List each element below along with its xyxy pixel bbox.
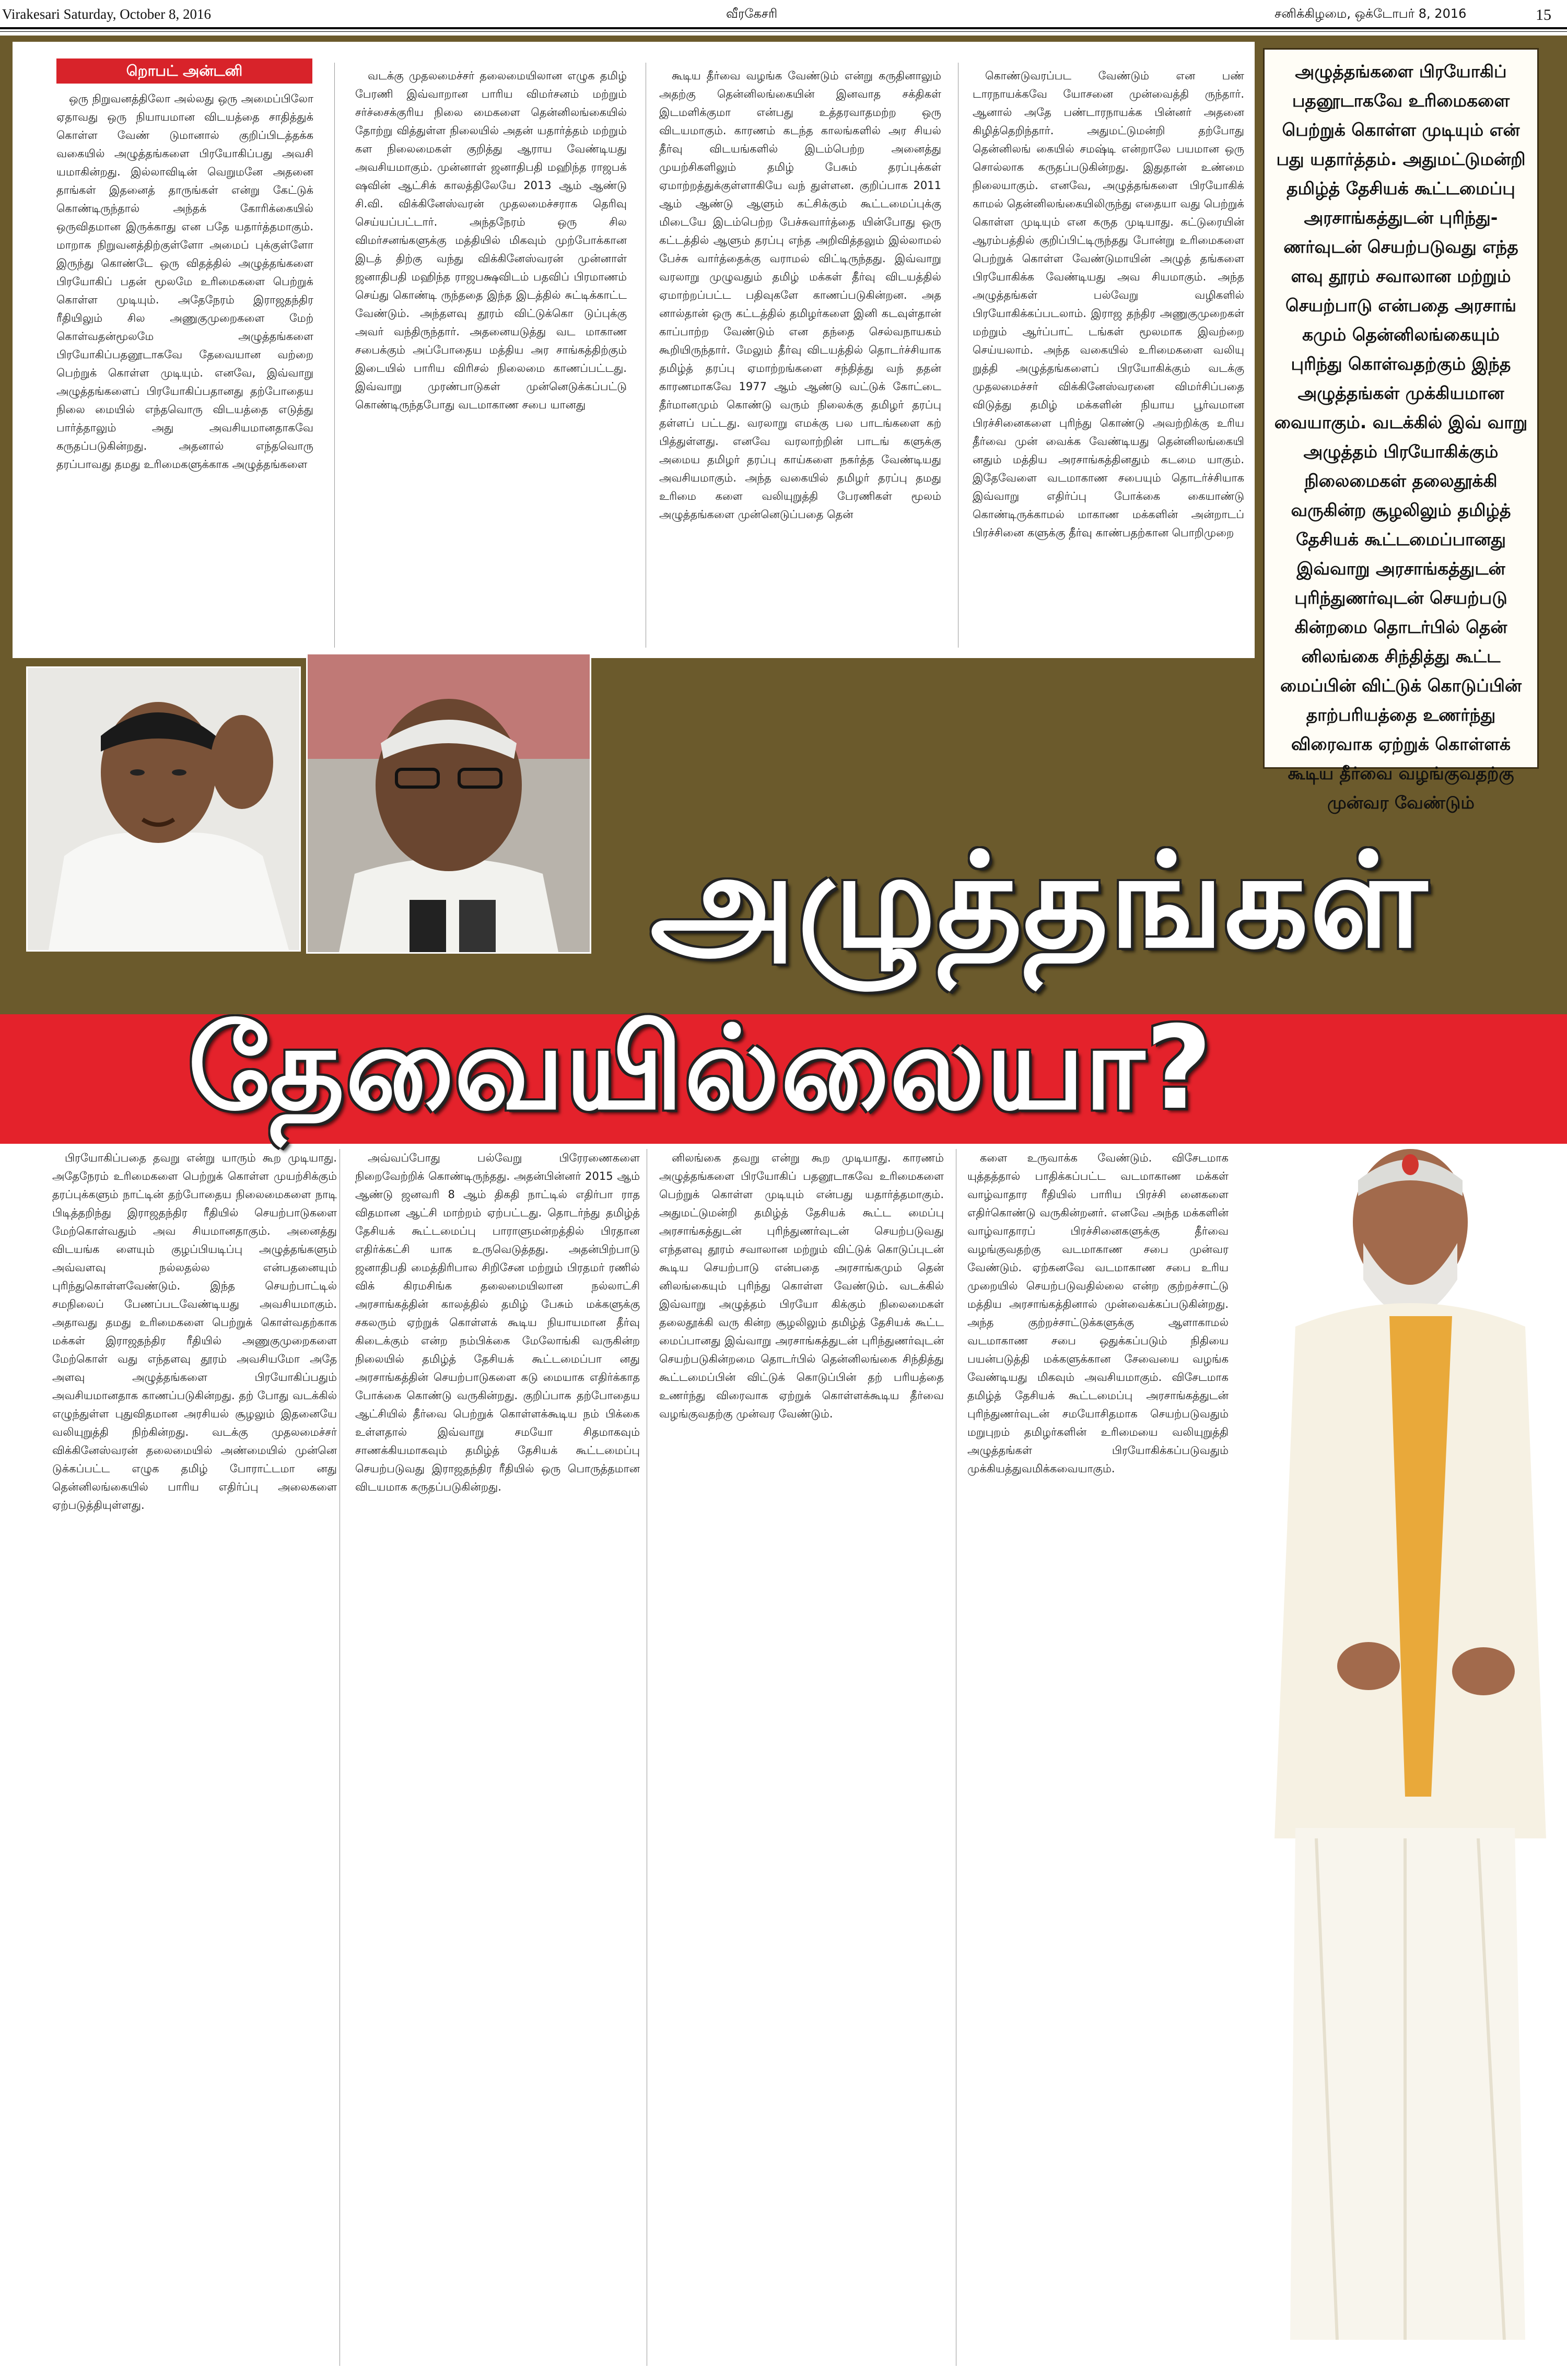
photo-president-figure	[28, 668, 299, 950]
pull-quote	[1263, 48, 1539, 813]
top-column-2-text: வடக்கு முதலமைச்சர் தலைமையிலான எழுக தமிழ் பேரணி இவ்வாறான பாரிய விமர்சனம் மற்றும் சர்ச்சைக்குரிய நிலை மைகளை தென்னிலங்கையில் தோற்று வித்துள்ள நிலையில் அதன் யதார்த்தம் மற்றும் கள நிலைமைகள் குறித்து ஆராய வேண்டியது அவசியமாகும். முன்னாள் ஜனாதிபதி மஹிந்த ராஜபக் ஷவின் ஆட்சிக் காலத்திலேயே 2013 ஆம் ஆண்டு சி.வி. விக்கினேஸ்வரன் முதலமைச்சராக தெரிவு செய்யப்பட்டார். அந்தநேரம் ஒரு சில விமர்சனங்களுக்கு மத்தியில் மிகவும் முற்போக்கான இடத் திற்கு வந்து விக்கினேஸ்வரன் முன்னாள் ஜனாதிபதி மஹிந்த ராஜபக்ஷவிடம் பதவிப் பிரமாணம் செய்து கொண்டி ருந்ததை இந்த இடத்தில் சுட்டிக்காட்ட வேண்டும். அந்தளவு தூரம் விட்டுக்கொ டுப்புக்கு அவர் வந்திருந்தார். அதனையடுத்து வட மாகாண சபைக்கும் அப்போதைய மத்திய அர சாங்கத்திற்கும் இடையில் பாரிய விரிசல் நிலைமை காணப்பட்டது. இவ்வாறு முரண்பாடுகள் முன்னெடுக்கப்பட்டு கொண்டிருந்தபோது வடமாகாண சபை யானது	[355, 69, 627, 411]
headline-line-1: அழுத்தங்கள்	[650, 825, 1429, 977]
photo-chief-minister-figure	[1233, 1107, 1567, 2340]
masthead-rule	[0, 27, 1567, 29]
masthead-center-folio: வீரகேசரி	[726, 6, 778, 21]
bottom-column-4	[967, 1149, 1229, 2366]
photo-opposition-leader-figure	[308, 654, 590, 952]
top-column-1	[56, 90, 313, 654]
top-column-2	[355, 67, 627, 654]
photo-opposition-leader	[306, 653, 591, 954]
masthead-right-folio: சனிக்கிழமை, ஒக்டோபர் 8, 2016	[1274, 6, 1467, 21]
top-column-1-text: ஒரு நிறுவனத்திலோ அல்லது ஒரு அமைப்பிலோ ஏதாவது ஒரு நியாயமான விடயத்தை சாதித்துக் கொள்ள வேண் டுமானால் குறிப்பிடத்தக்க வகையில் அழுத்தங்களை பிரயோகிப்பது அவசி யமாகின்றது. இல்லாவிடின் வெறுமனே அதனை தாங்கள் இதனைத் தாருங்கள் என்று கேட்டுக் கொண்டிருந்தால் அந்தக் கோரிக்கையில் ஒருவிதமான இருக்காது என பதே யதார்த்தமாகும். மாறாக நிறுவனத்திற்குள்ளோ அமைப் புக்குள்ளோ இருந்து கொண்டே ஒரு விதத்தில் அழுத்தங்களை பிரயோகிப் பதன் மூலமே உரிமைகளை பெற்றுக் கொள்ள முடியும். அதேநேரம் இராஜதந்திர ரீதியிலும் சில அணுகுமுறைகளை மேற் கொள்வதன்மூலமே அழுத்தங்களை பிரயோகிப்பதனூடாகவே தேவையான வற்றை பெற்றுக் கொள்ள முடியும். எனவே, இவ்வாறு அழுத்தங்களைப் பிரயோகிப்பதானது தற்போதைய நிலை மையில் எந்தவொரு விடயத்தை எடுத்து பார்த்தாலும் அது அவசியமானதாகவே கருதப்படுகின்றது. அதனால் எந்தவொரு தரப்பாவது தமது உரிமைகளுக்காக அழுத்தங்களை	[56, 92, 313, 471]
bottom-column-1-text: பிரயோகிப்பதை தவறு என்று யாரும் கூற முடியாது. அதேநேரம் உரிமைகளை பெற்றுக் கொள்ள முயற்சிக்கும் தரப்புக்களும் நாட்டின் தற்போதைய நிலைமைகளை நாடி பிடித்தறிந்து இராஜதந்திர ரீதியில் செயற்பாடுகளை மேற்கொள்வதும் அவ சியமானதாகும். அனைத்து விடயங்க ளையும் குழப்பியடிப்பு அழுத்தங்களும் அவ்வளவு நல்லதல்ல என்பதனையும் புரிந்துகொள்ளவேண்டும். இந்த செயற்பாட்டில் சமநிலைப் பேணப்படவேண்டியது அவசியமாகும். அதாவது தமது உரிமைகளை பெற்றுக் கொள்வதற்காக மக்கள் இராஜதந்திர ரீதியில் அணுகுமுறைகளை மேற்கொள் வது எந்தளவு தூரம் அவசியமோ அதே அளவு அழுத்தங்களை பிரயோகிப்பதும் அவசியமானதாக காணப்படுகின்றது. தற் போது வடக்கில் எழுந்துள்ள புதுவிதமான அரசியல் சூழலும் இதனையே வலியுறுத்தி நிற்கின்றது. வடக்கு முதலமைச்சர் விக்கினேஸ்வரன் தலைமையில் அண்மையில் முன்னெ டுக்கப்பட்ட எழுக தமிழ் போராட்டமா னது தென்னிலங்கையில் பாரிய எதிர்ப்பு அலைகளை ஏற்படுத்தியுள்ளது.	[52, 1152, 337, 1511]
top-column-3-text: கூடிய தீர்வை வழங்க வேண்டும் என்று கருதினாலும் அதற்கு தென்னிலங்கையின் இனவாத சக்திகள் இடமளிக்குமா என்பது உத்தரவாதமற்ற ஒரு விடயமாகும். காரணம் கடந்த காலங்களில் அர சியல் தீர்வு விடயங்களில் இடம்பெற்ற அனைத்து முயற்சிகளிலும் தமிழ் பேசும் தரப்புக்கள் ஏமாற்றத்துக்குள்ளாகியே வந் துள்ளன. குறிப்பாக 2011 ஆம் ஆண்டு ஆளும் கட்சிக்கும் கூட்டமைப்புக்கு மிடையே இடம்பெற்ற பேச்சுவார்த்தை யின்போது ஒரு கட்டத்தில் ஆளும் தரப்பு எந்த அறிவித்தலும் இல்லாமல் பேச்சு வார்த்தைக்கு வராமல் விட்டிருந்தது. இவ்வாறு வரலாறு முழுவதும் தமிழ் மக்கள் தீர்வு விடயத்தில் ஏமாற்றப்பட்ட பதிவுகளே காணப்படுகின்றன. அத னால்தான் ஒரு கட்டத்தில் தமிழர்களை இனி கடவுள்தான் காப்பாற்ற வேண்டும் என தந்தை செல்வநாயகம் கூறியிருந்தார். மேலும் தீர்வு விடயத்தில் தொடர்ச்சியாக தமிழ்த் தரப்பு ஏமாற்றங்களை சந்தித்து வந் ததன் காரணமாகவே 1977 ஆம் ஆண்டு வட்டுக் கோட்டை தீர்மானமும் கொண்டு வரும் நிலைக்கு தமிழர் தரப்பு தள்ளப் பட்டது. வரலாறு எமக்கு பல பாடங்களை கற் பித்துள்ளது. எனவே வரலாற்றின் பாடங் களுக்கு அமைய தமிழர் தரப்பு காய்களை நகர்த்த வேண்டியது அவசியமாகும். அந்த வகையில் தமிழர் தரப்பு தமது உரிமை களை வலியுறுத்தி பேரணிகள் மூலம் அழுத்தங்களை முன்னெடுப்பதை தென்	[659, 69, 941, 521]
bottom-column-3	[659, 1149, 944, 2366]
headline-line-2: தேவையில்லையா?	[188, 1001, 1213, 1135]
byline: றொபட் அன்டனி	[56, 58, 312, 84]
pull-quote-text: அழுத்தங்களை பிரயோகிப் பதனூடாகவே உரிமைகளை பெற்றுக் கொள்ள முடியும் என் பது யதார்த்தம். அதுமட்டுமன்றி தமிழ்த் தேசியக் கூட்டமைப்பு அரசாங்கத்துடன் புரிந்து- ணர்வுடன் செயற்படுவது எந்த ளவு தூரம் சவாலான மற்றும் செயற்பாடு என்பதை அரசாங் கமும் தென்னிலங்கையும் புரிந்து கொள்வதற்கும் இந்த அழுத்தங்கள் முக்கியமான வையாகும். வடக்கில் இவ் வாறு அழுத்தம் பிரயோகிக்கும் நிலைமைகள் தலைதூக்கி வருகின்ற சூழலிலும் தமிழ்த் தேசியக் கூட்டமைப்பானது இவ்வாறு அரசாங்கத்துடன் புரிந்துணர்வுடன் செயற்படு கின்றமை தொடர்பில் தென் னிலங்கை சிந்தித்து கூட்ட மைப்பின் விட்டுக் கொடுப்பின் தாற்பரியத்தை உணர்ந்து விரைவாக ஏற்றுக் கொள்ளக் கூடிய தீர்வை வழங்குவதற்கு முன்வர வேண்டும்	[1274, 61, 1528, 813]
column-rule	[334, 63, 335, 648]
bottom-column-1	[52, 1149, 337, 2366]
bottom-column-4-text: களை உருவாக்க வேண்டும். விசேடமாக யுத்தத்தால் பாதிக்கப்பட்ட வடமாகாண மக்கள் வாழ்வாதார ரீதியில் பாரிய பிரச்சி னைகளை எதிர்கொண்டு வருகின்றனர். எனவே அந்த மக்களின் வாழ்வாதாரப் பிரச்சினைகளுக்கு தீர்வை வழங்குவதற்கு வடமாகாண சபை முன்வர வேண்டும். ஏற்கனவே வடமாகாண சபை உரிய முறையில் செயற்படுவதில்லை என்ற குற்றச்சாட்டு மத்திய அரசாங்கத்தினால் முன்வைக்கப்படுகின்றது. அந்த குற்றச்சாட்டுக்களுக்கு ஆளாகாமல் வடமாகாண சபை ஒதுக்கப்படும் நிதியை பயன்படுத்தி மக்களுக்கான சேவையை வழங்க வேண்டியது மிகவும் அவசியமாகும். விசேடமாக தமிழ்த் தேசியக் கூட்டமைப்பு அரசாங்கத்துடன் புரிந்துணர்வுடன் சமயோசிதமாக செயற்படுவதும் மறுபுறம் தமிழர்களின் உரிமையை வலியுறுத்தி அழுத்தங்கள் பிரயோகிக்கப்படுவதும் முக்கியத்துவமிக்கவையாகும்.	[967, 1152, 1229, 1475]
photo-president	[26, 666, 301, 952]
masthead-left-folio: Virakesari Saturday, October 8, 2016	[2, 6, 212, 22]
masthead-rule-thin	[0, 31, 1567, 32]
page-number: 15	[1536, 6, 1551, 24]
photo-chief-minister	[1233, 1107, 1567, 2340]
bottom-column-2-text: அவ்வப்போது பல்வேறு பிரேரணைகளை நிறைவேற்றிக் கொண்டிருந்தது. அதன்பின்னர் 2015 ஆம் ஆண்டு ஜனவரி 8 ஆம் திகதி நாட்டில் எதிர்பா ராத விதமான ஆட்சி மாற்றம் ஏற்பட்டது. தொடர்ந்து தமிழ்த் தேசியக் கூட்டமைப்பு பாராளுமன்றத்தில் பிரதான எதிர்க்கட்சி யாக உருவெடுத்தது. அதன்பிற்பாடு ஜனாதிபதி மைத்திரிபால சிறிசேன மற்றும் பிரதமர் ரணில் விக் கிரமசிங்க தலைமையிலான நல்லாட்சி அரசாங்கத்தின் காலத்தில் தமிழ் பேசும் மக்களுக்கு சகலரும் ஏற்றுக் கொள்ளக் கூடிய நியாயமான தீர்வு கிடைக்கும் என்ற நம்பிக்கை மேலோங்கி வருகின்ற நிலையில் தமிழ்த் தேசியக் கூட்டமைப்பா னது அரசாங்கத்தின் செயற்பாடுகளை கடு மையாக எதிர்க்காத போக்கை கொண்டு வருகின்றது. குறிப்பாக தற்போதைய ஆட்சியில் தீர்வை பெற்றுக் கொள்ளக்கூடிய நம் பிக்கை உள்ளதால் இவ்வாறு சமயோ சிதமாகவும் சாணக்கியமாகவும் தமிழ்த் தேசியக் கூட்டமைப்பு செயற்படுவது இராஜதந்திர ரீதியில் ஒரு பொருத்தமான விடயமாக கருதப்படுகின்றது.	[355, 1152, 640, 1493]
top-column-3	[659, 67, 941, 654]
bottom-column-2	[355, 1149, 640, 2366]
top-column-4-text: கொண்டுவரப்பட வேண்டும் என பண் டாரநாயக்கவே யோசனை முன்வைத்தி ருந்தார். ஆனால் அதே பண்டாரநாயக்க பின்னர் அதனை கிழித்தெறிந்தார். அதுமட்டுமன்றி தற்போது தென்னிலங் கையில் சமஷ்டி என்றாலே பயமான ஒரு சொல்லாக கருதப்படுகின்றது. இதுதான் உண்மை நிலையாகும். எனவே, அழுத்தங்களை பிரயோகிக் காமல் தென்னிலங்கையிலிருந்து எதையா வது பெற்றுக் கொள்ள முடியும் என கருத முடியாது. கட்டுரையின் ஆரம்பத்தில் குறிப்பிட்டிருந்தது போன்று உரிமைகளை பெற்றுக் கொள்ள வேண்டுமாயின் அழுத் தங்களை பிரயோகிக்க வேண்டியது அவ சியமாகும். அந்த அழுத்தங்கள் பல்வேறு வழிகளில் பிரயோகிக்கப்படலாம். இராஜ தந்திர அணுகுமுறைகள் மற்றும் ஆர்ப்பாட் டங்கள் மூலமாக இவற்றை செய்யலாம். அந்த வகையில் உரிமைகளை வலியு றுத்தி அழுத்தங்களைப் பிரயோகிக்கும் வடக்கு முதலமைச்சர் விக்கினேஸ்வரனை விமர்சிப்பதை விடுத்து தமிழ் மக்களின் நியாய பூர்வமான பிரச்சினைகளை புரிந்து கொண்டு அவற்றிக்கு உரிய தீர்வை முன் வைக்க வேண்டியது தென்னிலங்கையி னதும் மத்திய அரசாங்கத்தினதும் கடமை யாகும். இதேவேளை வடமாகாண சபையும் தொடர்ச்சியாக இவ்வாறு எதிர்ப்பு போக்கை கையாண்டு கொண்டிருக்காமல் மாகாண மக்களின் அன்றாடப் பிரச்சினை களுக்கு தீர்வு காண்பதற்கான பொறிமுறை	[973, 69, 1244, 539]
top-column-4	[973, 67, 1244, 746]
bottom-column-3-text: னிலங்கை தவறு என்று கூற முடியாது. காரணம் அழுத்தங்களை பிரயோகிப் பதனூடாகவே உரிமைகளை பெற்றுக் கொள்ள முடியும் என்பது யதார்த்தமாகும். அதுமட்டுமன்றி தமிழ்த் தேசியக் கூட்ட மைப்பு அரசாங்கத்துடன் புரிந்துணர்வுடன் செயற்படுவது எந்தளவு தூரம் சவாலான மற்றும் விட்டுக் கொடுப்புடன் கூடிய செயற்பாடு என்பதை அரசாங்கமும் தென் னிலங்கையும் புரிந்து கொள்ள வேண்டும். வடக்கில் இவ்வாறு அழுத்தம் பிரயோ கிக்கும் நிலைமைகள் தலைதூக்கி வரு கின்ற சூழலிலும் தமிழ்த் தேசியக் கூட்ட மைப்பானது இவ்வாறு அரசாங்கத்துடன் புரிந்துணர்வுடன் செயற்படுகின்றமை தொடர்பில் தென்னிலங்கை சிந்தித்து கூட்டமைப்பின் விட்டுக் கொடுப்பின் தற் பரியத்தை உணர்ந்து விரைவாக ஏற்றுக் கொள்ளக்கூடிய தீர்வை வழங்குவதற்கு முன்வர வேண்டும்.	[659, 1152, 944, 1420]
